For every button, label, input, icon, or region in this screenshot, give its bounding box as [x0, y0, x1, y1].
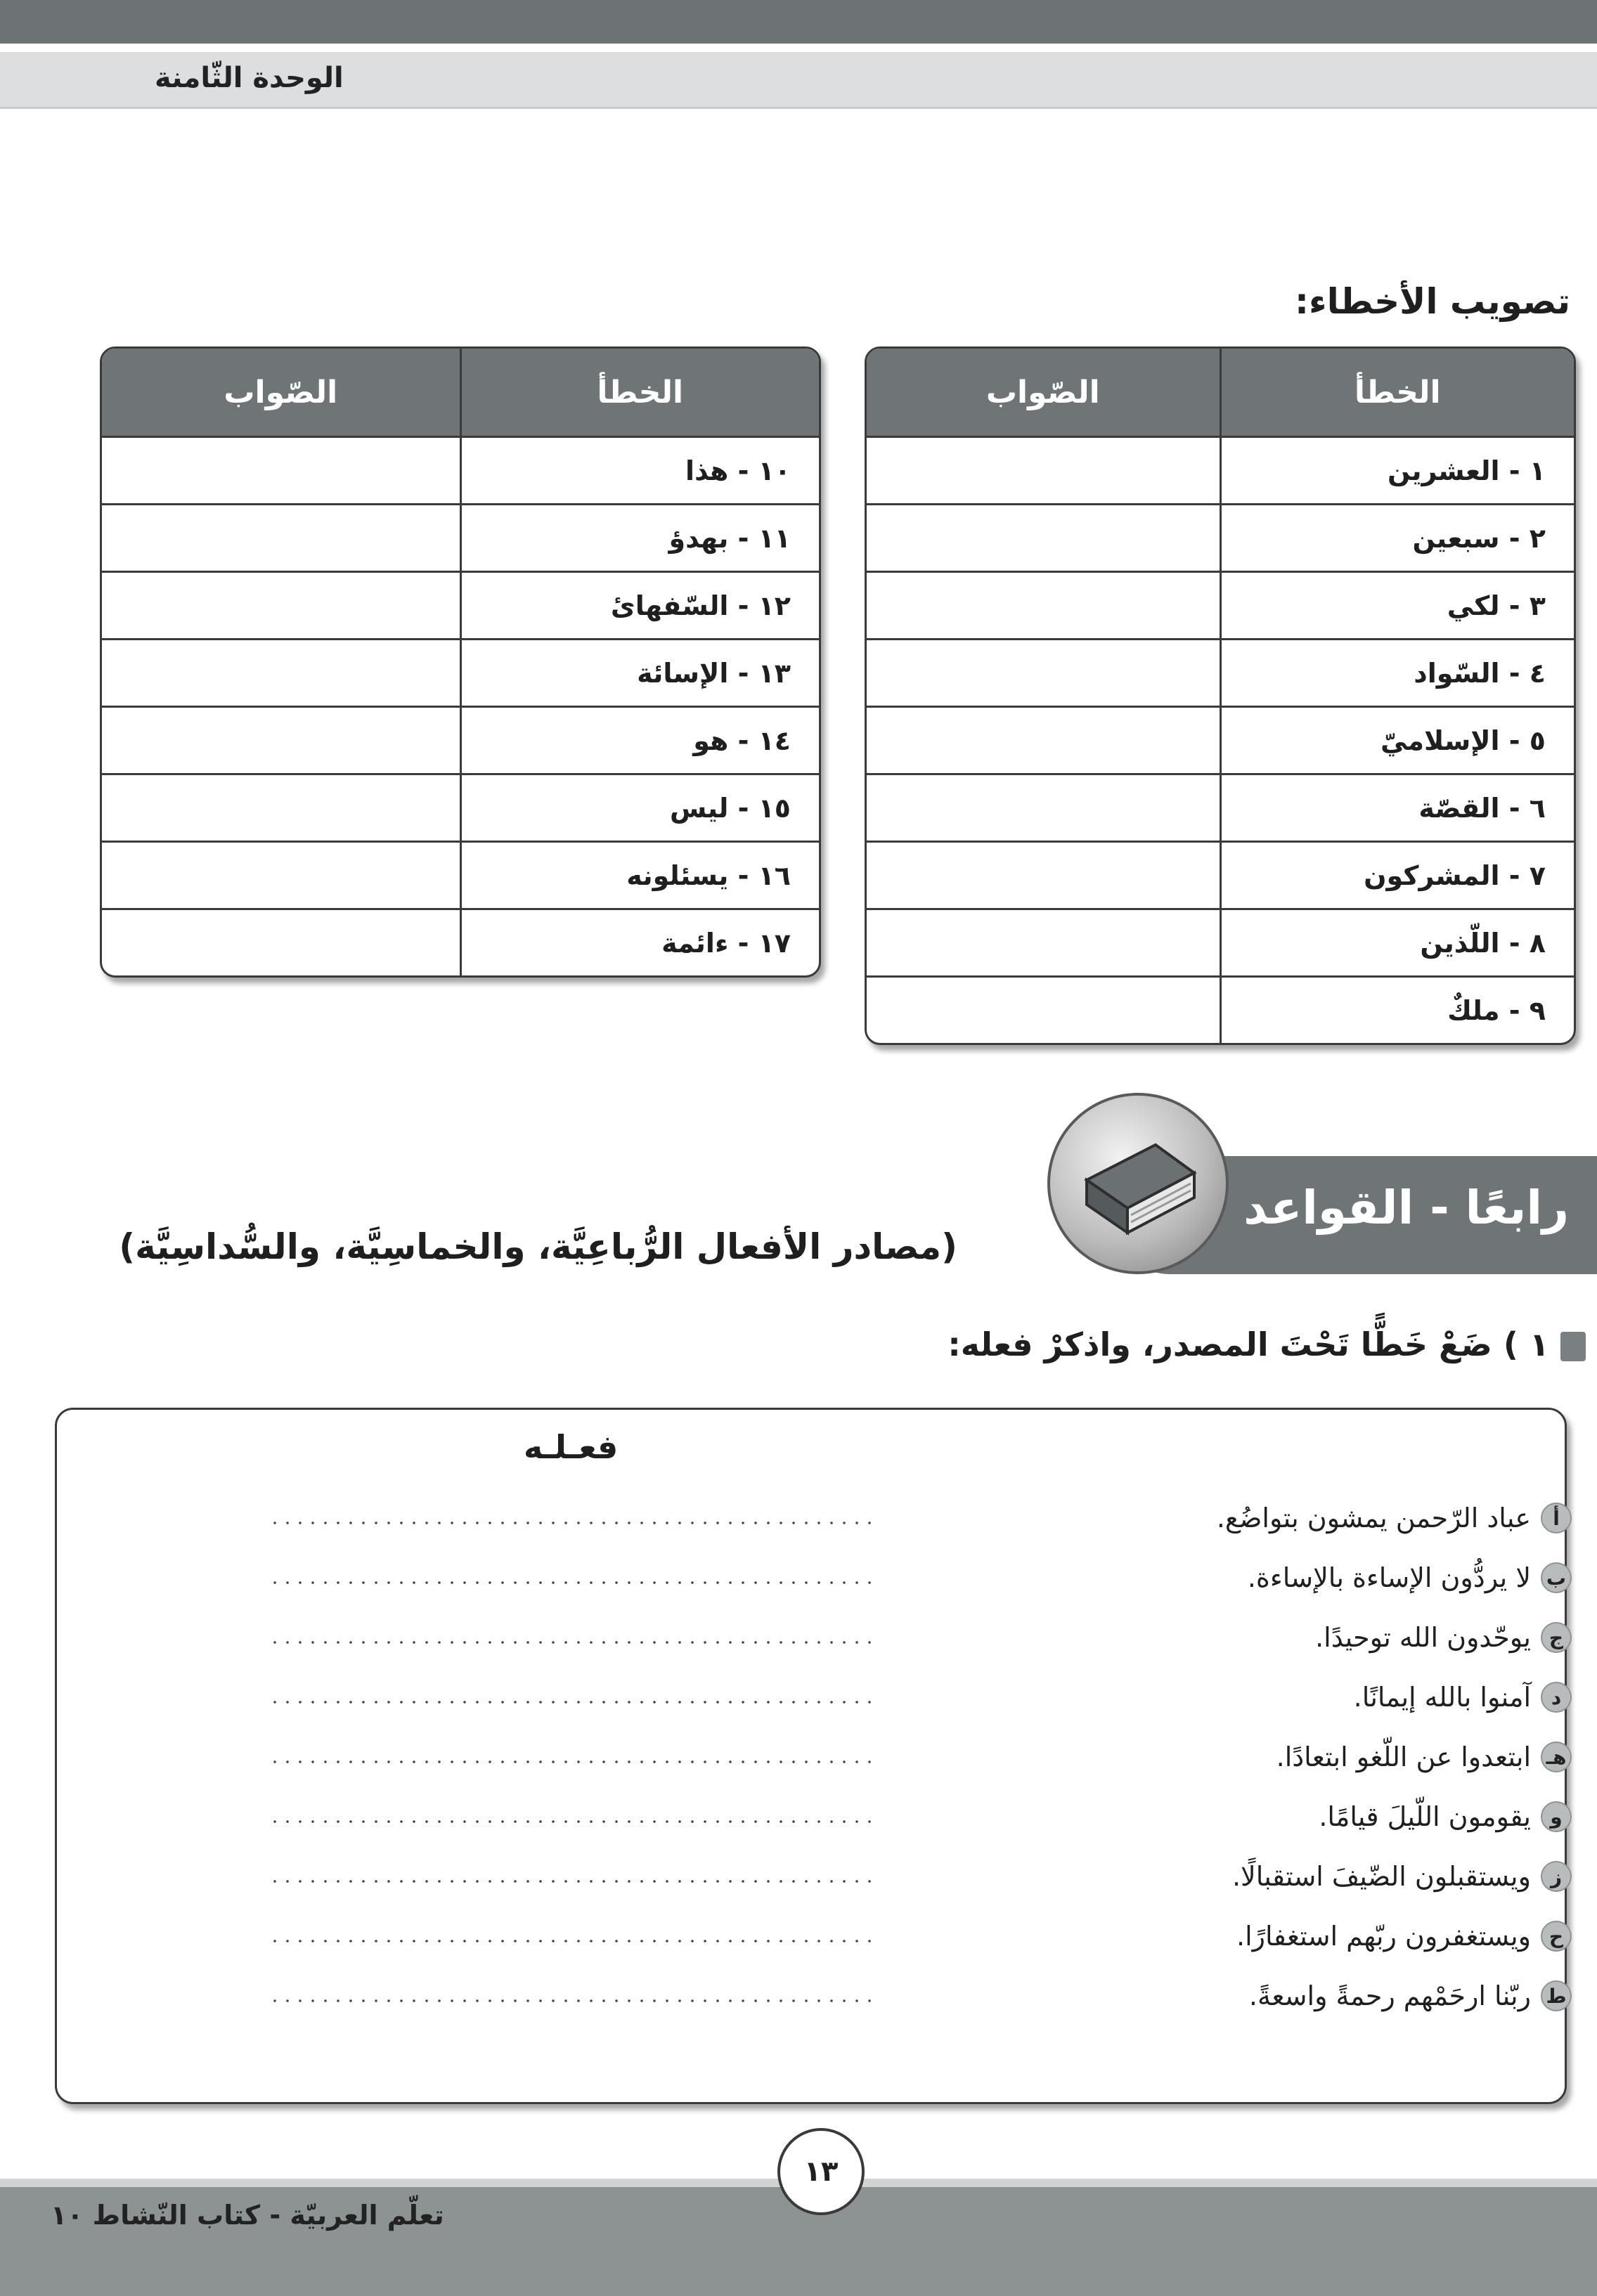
page-number: ١٣: [777, 2128, 865, 2215]
item-sentence: ابتعدوا عن اللّغو ابتعادًا.: [1276, 1742, 1531, 1772]
column-header-wrong: الخطأ: [597, 374, 684, 410]
exercise-item: [1248, 1553, 1572, 1602]
wrong-word: ١٠ - هذا: [685, 455, 791, 486]
unit-title: الوحدة الثّامنة: [155, 62, 344, 94]
item-sentence: ربّنا ارحَمْهم رحمةً واسعةً.: [1248, 1980, 1531, 2011]
exercise-item: [1232, 1852, 1572, 1901]
item-letter: د: [1541, 1682, 1572, 1713]
table-row: [867, 503, 1574, 571]
table-row: [867, 638, 1574, 706]
table-header: [867, 349, 1574, 436]
table-row: [867, 571, 1574, 638]
table-row: [102, 638, 819, 706]
correction-cell[interactable]: [867, 573, 1222, 638]
exercise-item: [1217, 1493, 1572, 1543]
exercise-icon: [1560, 1332, 1586, 1361]
correction-cell[interactable]: [867, 978, 1222, 1043]
top-divider: [0, 44, 1597, 52]
grammar-title: رابعًا - القواعد: [1243, 1181, 1569, 1235]
wrong-word: ١ - العشرين: [1388, 455, 1546, 486]
table-row: [102, 706, 819, 773]
wrong-word: ٩ - ملكٌ: [1447, 994, 1546, 1026]
item-sentence: لا يردُّون الإساءة بالإساءة.: [1247, 1562, 1531, 1593]
table-row: [102, 908, 819, 975]
correction-cell[interactable]: [867, 775, 1222, 841]
wrong-word: ١٦ - يسئلونه: [626, 860, 791, 891]
answer-dotted-line[interactable]: [269, 1999, 880, 2002]
item-sentence: ويستغفرون ربّهم استغفارًا.: [1236, 1921, 1531, 1952]
wrong-word: ١٤ - هو: [693, 725, 791, 756]
table-row: [867, 436, 1574, 503]
table-header: [102, 349, 819, 436]
wrong-word: ١٣ - الإسائة: [637, 657, 791, 689]
answer-dotted-line[interactable]: [269, 1701, 880, 1704]
wrong-word: ٤ - السّواد: [1414, 657, 1546, 689]
exercise-item: [1315, 1613, 1572, 1662]
corrections-title: تصويب الأخطاء:: [1295, 281, 1570, 322]
item-letter: ط: [1541, 1980, 1572, 2011]
correction-cell[interactable]: [102, 708, 462, 773]
corrections-table-left: [100, 346, 821, 978]
exercise-item: [1319, 1792, 1572, 1841]
wrong-word: ٢ - سبعين: [1412, 522, 1546, 554]
table-row: [867, 908, 1574, 975]
answer-dotted-line[interactable]: [269, 1760, 880, 1763]
item-sentence: ويستقبلون الضّيفَ استقبالًا.: [1231, 1861, 1531, 1892]
column-header-wrong: الخطأ: [1354, 374, 1441, 410]
answer-dotted-line[interactable]: [269, 1522, 880, 1524]
answer-dotted-line[interactable]: [269, 1880, 880, 1883]
wrong-word: ٨ - اللّذين: [1420, 927, 1546, 959]
corrections-table-right: [865, 346, 1576, 1045]
wrong-word: ٦ - القصّة: [1418, 792, 1546, 824]
table-row: [102, 436, 819, 503]
table-row: [102, 503, 819, 571]
item-sentence: يقومون اللّيلَ قيامًا.: [1319, 1801, 1531, 1832]
correction-cell[interactable]: [102, 438, 462, 503]
correction-cell[interactable]: [867, 910, 1222, 975]
book-title: تعلّم العربيّة - كتاب النّشاط ١٠: [51, 2200, 444, 2231]
column-header-right: الصّواب: [102, 349, 462, 436]
wrong-word: ٧ - المشركون: [1364, 860, 1546, 891]
exercise-item: [1236, 1912, 1572, 1961]
item-letter: هـ: [1541, 1742, 1572, 1772]
table-row: [102, 773, 819, 841]
exercise-item: [1354, 1673, 1572, 1722]
answer-dotted-line[interactable]: [269, 1581, 880, 1584]
wrong-word: ٣ - لكي: [1447, 590, 1546, 621]
correction-cell[interactable]: [867, 843, 1222, 908]
column-header-right: الصّواب: [867, 349, 1222, 436]
table-row: [867, 773, 1574, 841]
correction-cell[interactable]: [102, 505, 462, 571]
answer-dotted-line[interactable]: [269, 1820, 880, 1823]
verb-column-header: فعـلـه: [524, 1428, 619, 1466]
wrong-word: ١١ - بهدؤ: [668, 522, 791, 554]
item-letter: ح: [1541, 1921, 1572, 1952]
table-row: [102, 841, 819, 908]
top-bar: [0, 0, 1597, 44]
item-sentence: عباد الرّحمن يمشون بتواضُع.: [1216, 1503, 1531, 1533]
answer-dotted-line[interactable]: [269, 1641, 880, 1644]
item-letter: ب: [1541, 1562, 1572, 1593]
wrong-word: ١٧ - ءائمة: [661, 927, 791, 959]
correction-cell[interactable]: [102, 775, 462, 841]
wrong-word: ١٢ - السّفهاىٔ: [610, 590, 791, 621]
exercise-item: [1249, 1971, 1572, 2021]
item-sentence: آمنوا بالله إيمانًا.: [1353, 1682, 1531, 1713]
exercise-item: [1276, 1732, 1572, 1782]
answer-dotted-line[interactable]: [269, 1940, 880, 1942]
correction-cell[interactable]: [102, 640, 462, 706]
item-letter: و: [1541, 1801, 1572, 1832]
correction-cell[interactable]: [867, 438, 1222, 503]
correction-cell[interactable]: [867, 640, 1222, 706]
table-row: [867, 706, 1574, 773]
correction-cell[interactable]: [102, 843, 462, 908]
correction-cell[interactable]: [102, 910, 462, 975]
table-row: [102, 571, 819, 638]
item-letter: أ: [1541, 1503, 1572, 1533]
book-icon: [1047, 1093, 1229, 1274]
correction-cell[interactable]: [867, 708, 1222, 773]
item-letter: ز: [1541, 1861, 1572, 1892]
correction-cell[interactable]: [867, 505, 1222, 571]
table-row: [867, 975, 1574, 1043]
item-sentence: يوحّدون الله توحيدًا.: [1315, 1622, 1531, 1653]
grammar-subtitle: (مصادر الأفعال الرُّباعِيَّة، والخماسِيَّة، والسُّداسِيَّة): [119, 1226, 957, 1267]
table-row: [867, 841, 1574, 908]
correction-cell[interactable]: [102, 573, 462, 638]
wrong-word: ٥ - الإسلاميّ: [1381, 725, 1546, 756]
item-letter: ج: [1541, 1622, 1572, 1653]
wrong-word: ١٥ - ليس: [669, 792, 791, 824]
exercise-instruction: ١ ) ضَعْ خَطًّا تَحْتَ المصدر، واذكرْ فعله:: [948, 1325, 1549, 1363]
